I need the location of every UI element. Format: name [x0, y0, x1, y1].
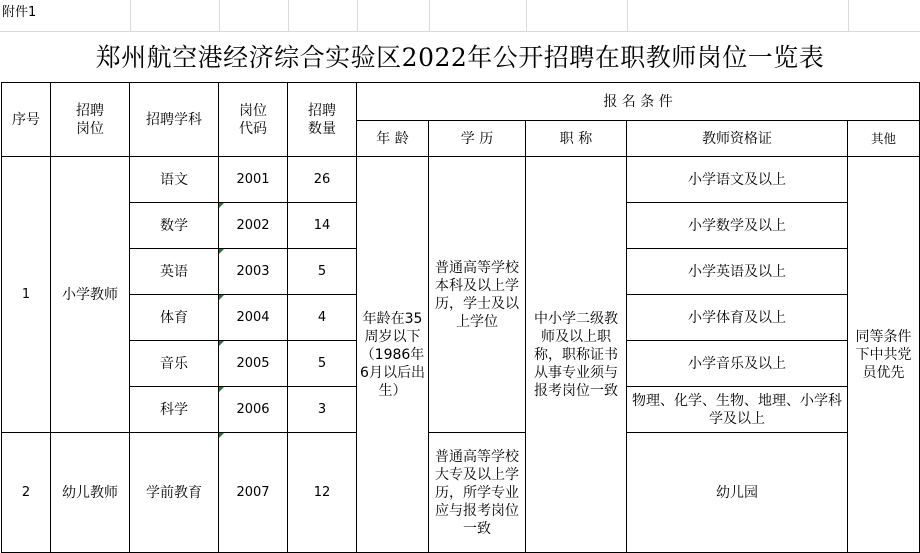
header-position: 招聘岗位 [51, 83, 130, 157]
code-cell: 2007 [219, 433, 288, 553]
recruitment-table [1, 82, 920, 553]
header-certificate: 教师资格证 [627, 121, 848, 157]
subject-cell: 语文 [130, 157, 219, 203]
count-cell: 5 [288, 341, 357, 387]
header-count: 招聘数量 [288, 83, 357, 157]
code-cell: 2005 [219, 341, 288, 387]
attachment-label: 附件1 [2, 5, 37, 20]
certificate-cell: 小学音乐及以上 [627, 341, 848, 387]
other-condition: 同等条件下中共党员优先 [848, 157, 920, 553]
education-condition-primary: 普通高等学校本科及以上学历，学士及以上学位 [429, 157, 526, 433]
certificate-cell: 幼儿园 [627, 433, 848, 553]
header-subject: 招聘学科 [130, 83, 219, 157]
certificate-cell: 小学数学及以上 [627, 203, 848, 249]
subject-cell: 音乐 [130, 341, 219, 387]
subject-cell: 科学 [130, 387, 219, 433]
subject-cell: 学前教育 [130, 433, 219, 553]
count-cell: 14 [288, 203, 357, 249]
code-cell: 2001 [219, 157, 288, 203]
subject-cell: 数学 [130, 203, 219, 249]
subject-cell: 英语 [130, 249, 219, 295]
count-cell: 3 [288, 387, 357, 433]
code-cell: 2006 [219, 387, 288, 433]
age-condition: 年龄在35周岁以下（1986年6月以后出生） [357, 157, 429, 553]
certificate-cell: 小学语文及以上 [627, 157, 848, 203]
table-row [2, 433, 920, 553]
count-cell: 26 [288, 157, 357, 203]
spreadsheet-gridlines [0, 0, 920, 32]
code-cell: 2002 [219, 203, 288, 249]
position-cell: 幼儿教师 [51, 433, 130, 553]
position-cell: 小学教师 [51, 157, 130, 433]
header-code: 岗位代码 [219, 83, 288, 157]
certificate-cell: 物理、化学、生物、地理、小学科学及以上 [627, 387, 848, 433]
header-title-rank: 职 称 [526, 121, 627, 157]
count-cell: 12 [288, 433, 357, 553]
code-cell: 2003 [219, 249, 288, 295]
header-conditions: 报 名 条 件 [357, 83, 920, 121]
header-seq: 序号 [2, 83, 51, 157]
certificate-cell: 小学体育及以上 [627, 295, 848, 341]
seq-cell: 2 [2, 433, 51, 553]
code-cell: 2004 [219, 295, 288, 341]
subject-cell: 体育 [130, 295, 219, 341]
header-other: 其他 [848, 121, 920, 157]
title-condition: 中小学二级教师及以上职称，职称证书从事专业须与报考岗位一致 [526, 157, 627, 553]
seq-cell: 1 [2, 157, 51, 433]
page-title: 郑州航空港经济综合实验区2022年公开招聘在职教师岗位一览表 [95, 43, 825, 72]
count-cell: 5 [288, 249, 357, 295]
header-age: 年 龄 [357, 121, 429, 157]
table-row [2, 157, 920, 203]
count-cell: 4 [288, 295, 357, 341]
certificate-cell: 小学英语及以上 [627, 249, 848, 295]
education-condition-preschool: 普通高等学校大专及以上学历，所学专业应与报考岗位一致 [429, 433, 526, 553]
header-education: 学 历 [429, 121, 526, 157]
